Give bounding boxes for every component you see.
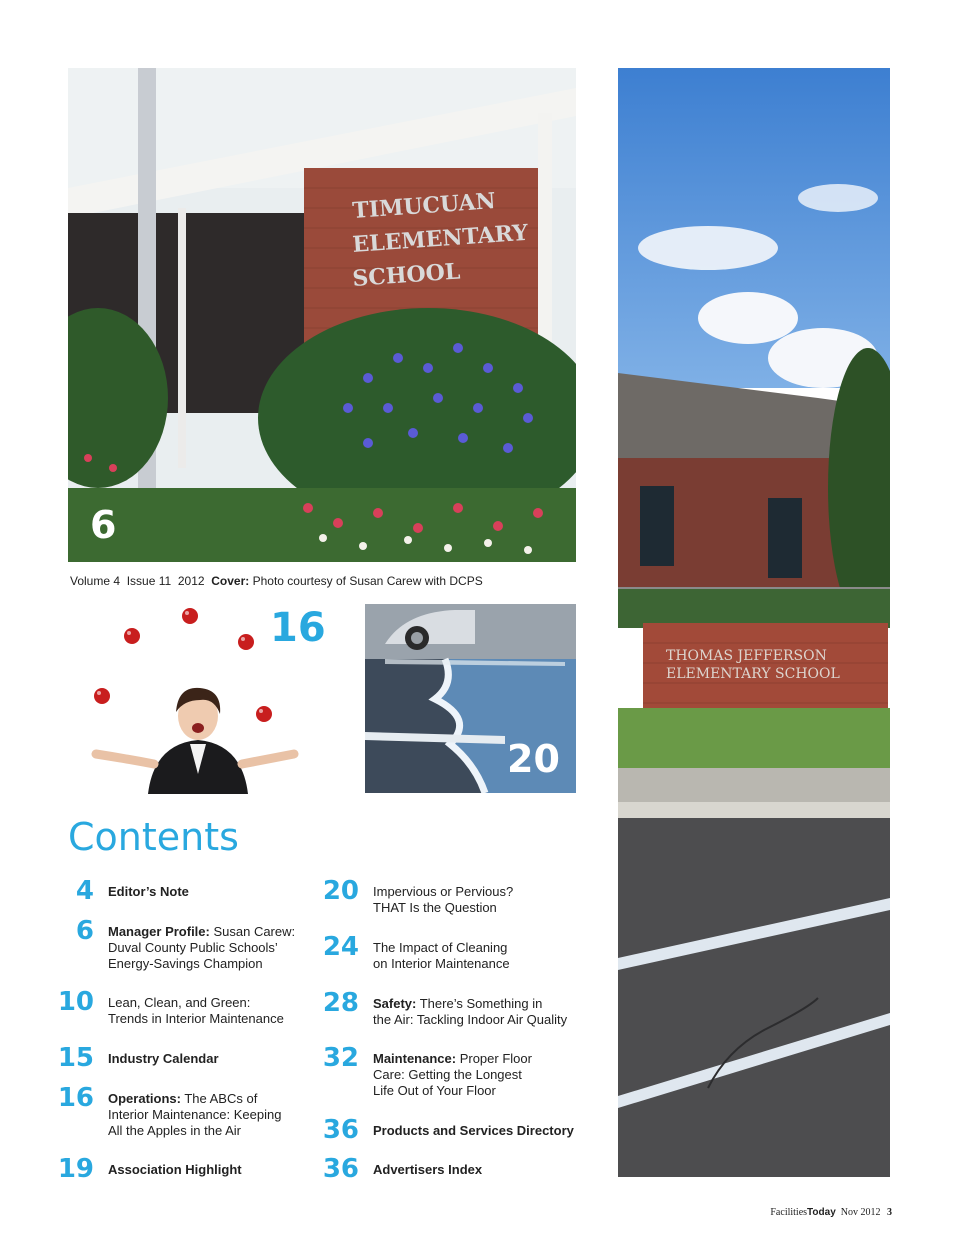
footer-issue: Nov 2012 — [840, 1207, 881, 1218]
footer-brand-facilities: Facilities — [770, 1207, 808, 1218]
toc-page-number: 36 — [322, 1115, 359, 1145]
cover-photo — [68, 68, 576, 562]
toc-entry[interactable] — [322, 1043, 633, 1099]
side-sign-line-1: THOMAS JEFFERSON — [666, 648, 827, 664]
toc-title-bold: Manager Profile: — [108, 924, 210, 939]
toc-page-number: 28 — [322, 988, 359, 1018]
toc-title — [373, 1123, 633, 1139]
toc-page-number: 16 — [57, 1083, 94, 1113]
toc-title-bold: Safety: — [373, 996, 417, 1011]
side-photo — [618, 68, 890, 1177]
toc-page-number: 36 — [322, 1154, 359, 1184]
page-footer — [770, 1207, 892, 1218]
toc-title — [373, 884, 633, 916]
toc-entry[interactable] — [322, 1154, 633, 1184]
toc-title-bold: Operations: — [108, 1091, 181, 1106]
toc-title-text: The Impact of Cleaning on Interior Maintenance — [373, 940, 510, 971]
cover-caption — [70, 574, 483, 588]
toc-page-number: 15 — [57, 1043, 94, 1073]
contents-title: Contents — [68, 815, 239, 859]
toc-title-text: The ABCs of Interior Maintenance: Keeping All the Apples in the Air — [108, 1091, 282, 1138]
toc-title — [373, 1162, 633, 1178]
toc-title — [373, 996, 633, 1028]
toc-page-number: 6 — [75, 916, 94, 946]
toc-title-bold: Industry Calendar — [108, 1051, 219, 1066]
floor-page-number: 20 — [507, 737, 560, 781]
toc-page-number: 20 — [322, 876, 359, 906]
toc-entry[interactable] — [322, 988, 633, 1028]
toc-page-number: 32 — [322, 1043, 359, 1073]
cover-sign-line-2: ELEMENTARY — [351, 219, 529, 258]
caption-cover-label: Cover: — [211, 574, 250, 588]
toc-title-text: Lean, Clean, and Green: Trends in Interior Maintenance — [108, 995, 284, 1026]
footer-page-number: 3 — [887, 1207, 892, 1218]
toc-title-text: Impervious or Pervious? THAT Is the Question — [373, 884, 514, 915]
toc-title-bold: Maintenance: — [373, 1051, 457, 1066]
toc-title-bold: Editor’s Note — [108, 884, 189, 899]
side-sign-line-2: ELEMENTARY SCHOOL — [666, 666, 840, 682]
cover-page-number: 6 — [90, 503, 117, 547]
toc-page-number: 10 — [57, 987, 94, 1017]
toc-title — [373, 1051, 633, 1099]
toc-entry[interactable] — [322, 876, 633, 916]
floor-photo — [365, 604, 576, 793]
toc-page-number: 19 — [57, 1154, 94, 1184]
toc-page-number: 4 — [75, 876, 94, 906]
caption-cover-text: Photo courtesy of Susan Carew with DCPS — [252, 574, 483, 588]
toc-title-text: There’s Something in the Air: Tackling Indoor Air Quality — [373, 996, 568, 1027]
caption-volume: Volume 4 — [70, 574, 121, 588]
caption-issue: Issue 11 — [126, 574, 172, 588]
toc-title-bold: Products and Services Directory — [373, 1123, 574, 1138]
juggler-page-number: 16 — [270, 605, 326, 651]
toc-title — [373, 940, 633, 972]
cover-sign-line-1: TIMUCUAN — [351, 188, 497, 224]
cover-sign-line-3: SCHOOL — [351, 258, 462, 292]
toc-entry[interactable] — [322, 1115, 633, 1145]
toc-title-text: Proper Floor Care: Getting the Longest Life Out of Your Floor — [373, 1051, 532, 1098]
toc-page-number: 24 — [322, 932, 359, 962]
footer-brand-today: Today — [807, 1207, 836, 1218]
toc-entry[interactable] — [322, 932, 633, 972]
toc-title-bold: Association Highlight — [108, 1162, 242, 1177]
toc-title-bold: Advertisers Index — [373, 1162, 483, 1177]
caption-year: 2012 — [177, 574, 205, 588]
toc-title-text: Susan Carew: Duval County Public Schools’ Energy-Savings Champion — [108, 924, 296, 971]
